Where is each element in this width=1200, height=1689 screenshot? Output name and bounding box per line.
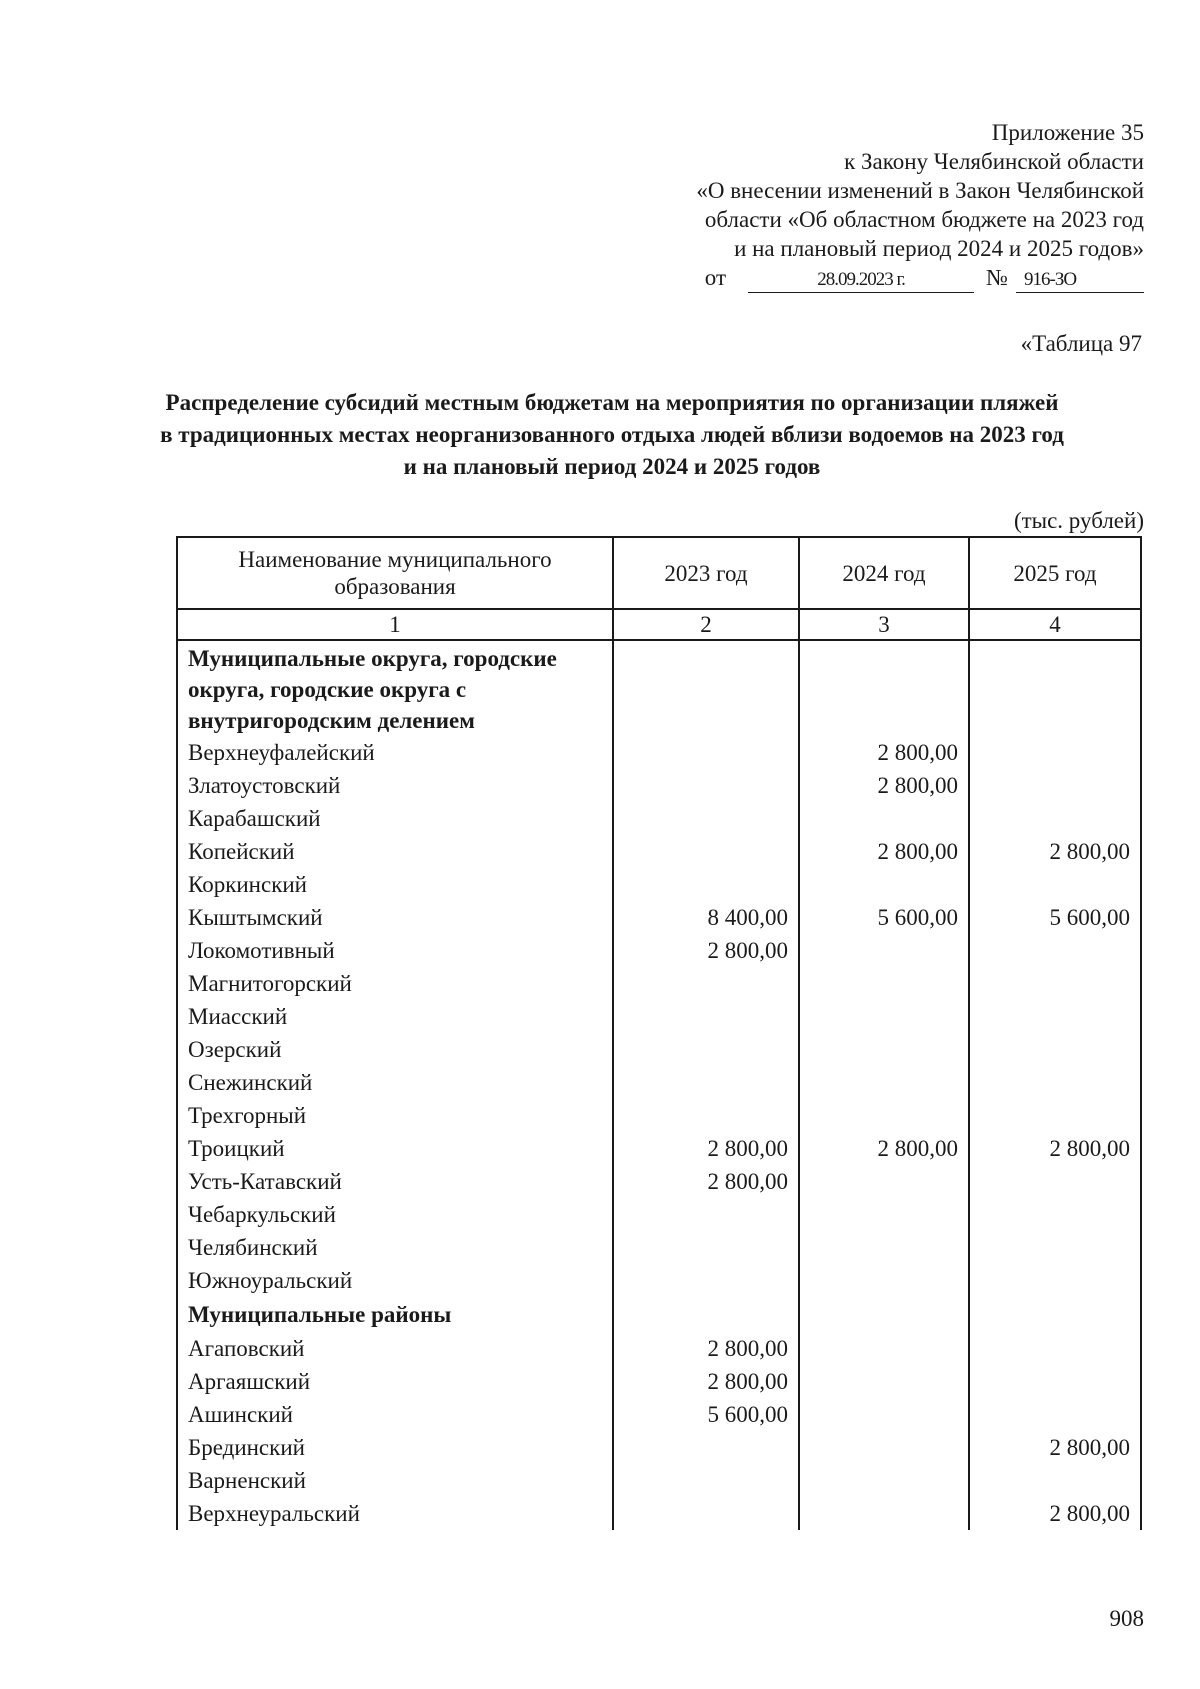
table-header-row	[177, 537, 1141, 609]
value-2025: 2 800,00	[969, 1132, 1141, 1165]
value-2023	[613, 1198, 799, 1231]
table-row	[177, 1264, 1141, 1297]
value-2024	[799, 868, 969, 901]
municipality-name: Златоустовский	[177, 769, 613, 802]
group-title: Муниципальные округа, городские округа, городские округа с внутригородским делением	[177, 640, 613, 736]
municipality-name: Миасский	[177, 1000, 613, 1033]
table-row	[177, 1365, 1141, 1398]
table-row	[177, 1398, 1141, 1431]
value-2024	[799, 967, 969, 1000]
value-2024	[799, 1464, 969, 1497]
value-2025: 2 800,00	[969, 1431, 1141, 1464]
value-2023: 2 800,00	[613, 1132, 799, 1165]
empty-cell	[613, 640, 799, 736]
value-2023	[613, 802, 799, 835]
municipality-name: Брединский	[177, 1431, 613, 1464]
municipality-name: Троицкий	[177, 1132, 613, 1165]
date-prefix: от	[704, 265, 727, 290]
value-2023	[613, 967, 799, 1000]
header-2025: 2025 год	[969, 537, 1141, 609]
table-label: «Таблица 97	[1020, 331, 1142, 356]
value-2024	[799, 1332, 969, 1365]
table-row	[177, 1497, 1141, 1530]
header-municipality: Наименование муниципального образования	[177, 537, 613, 609]
value-2023	[613, 1033, 799, 1066]
value-2025	[969, 1099, 1141, 1132]
municipality-name: Верхнеуральский	[177, 1497, 613, 1530]
value-2024	[799, 1165, 969, 1198]
header-line-amendment: «О внесении изменений в Закон Челябинской	[696, 178, 1144, 203]
value-2023	[613, 1066, 799, 1099]
table-row	[177, 1033, 1141, 1066]
municipality-name: Локомотивный	[177, 934, 613, 967]
value-2024	[799, 1264, 969, 1297]
group-title: Муниципальные районы	[177, 1297, 613, 1332]
table-row	[177, 1132, 1141, 1165]
column-number: 1	[177, 609, 613, 640]
group-row	[177, 640, 1141, 736]
table-row	[177, 1464, 1141, 1497]
value-2025	[969, 769, 1141, 802]
value-2025	[969, 1231, 1141, 1264]
law-number: 916-ЗО	[1016, 268, 1144, 293]
value-2024: 2 800,00	[799, 736, 969, 769]
header-line-period: и на плановый период 2024 и 2025 годов»	[734, 236, 1144, 261]
table-body	[177, 640, 1141, 1530]
header-line-budget: области «Об областном бюджете на 2023 год	[704, 207, 1144, 232]
municipality-name: Челябинский	[177, 1231, 613, 1264]
municipality-name: Снежинский	[177, 1066, 613, 1099]
value-2025: 5 600,00	[969, 901, 1141, 934]
value-2023	[613, 868, 799, 901]
empty-cell	[799, 640, 969, 736]
value-2024	[799, 1497, 969, 1530]
column-number: 4	[969, 609, 1141, 640]
empty-cell	[799, 1297, 969, 1332]
table-row	[177, 934, 1141, 967]
value-2023	[613, 835, 799, 868]
value-2023	[613, 1497, 799, 1530]
value-2023	[613, 1264, 799, 1297]
value-2025	[969, 1033, 1141, 1066]
empty-cell	[969, 1297, 1141, 1332]
subsidy-table	[176, 536, 1142, 1530]
table-row	[177, 1165, 1141, 1198]
municipality-name: Аргаяшский	[177, 1365, 613, 1398]
table-row	[177, 835, 1141, 868]
value-2024	[799, 1033, 969, 1066]
value-2023: 2 800,00	[613, 1365, 799, 1398]
municipality-name: Усть-Катавский	[177, 1165, 613, 1198]
value-2024	[799, 934, 969, 967]
municipality-name: Чебаркульский	[177, 1198, 613, 1231]
municipality-name: Верхнеуфалейский	[177, 736, 613, 769]
municipality-name: Кыштымский	[177, 901, 613, 934]
table-row	[177, 1231, 1141, 1264]
header-2023: 2023 год	[613, 537, 799, 609]
table-row	[177, 868, 1141, 901]
table-row	[177, 1198, 1141, 1231]
value-2023: 2 800,00	[613, 1165, 799, 1198]
value-2024	[799, 1066, 969, 1099]
table-row	[177, 769, 1141, 802]
table-row	[177, 1431, 1141, 1464]
value-2024	[799, 1365, 969, 1398]
municipality-name: Варненский	[177, 1464, 613, 1497]
value-2023: 5 600,00	[613, 1398, 799, 1431]
table-row	[177, 967, 1141, 1000]
law-date-number	[696, 263, 1144, 293]
column-number-row	[177, 609, 1141, 640]
table-row	[177, 1332, 1141, 1365]
units-label: (тыс. рублей)	[1013, 508, 1144, 533]
column-number: 3	[799, 609, 969, 640]
municipality-name: Трехгорный	[177, 1099, 613, 1132]
value-2025	[969, 1066, 1141, 1099]
value-2025: 2 800,00	[969, 835, 1141, 868]
value-2024	[799, 1198, 969, 1231]
group-row	[177, 1297, 1141, 1332]
table-row	[177, 1000, 1141, 1033]
value-2023	[613, 1464, 799, 1497]
municipality-name: Магнитогорский	[177, 967, 613, 1000]
value-2024	[799, 1099, 969, 1132]
municipality-name: Копейский	[177, 835, 613, 868]
value-2023	[613, 736, 799, 769]
value-2023: 8 400,00	[613, 901, 799, 934]
value-2025	[969, 1332, 1141, 1365]
value-2024	[799, 1231, 969, 1264]
value-2023: 2 800,00	[613, 1332, 799, 1365]
document-header	[696, 118, 1144, 293]
empty-cell	[969, 640, 1141, 736]
value-2024	[799, 1398, 969, 1431]
header-2024: 2024 год	[799, 537, 969, 609]
document-title: Распределение субсидий местным бюджетам на мероприятия по организации пляжей в традиционных местах неорганизованного отдыха людей вблизи водоемов на 2023 год и на плановый период 2024 и 2025 годов	[160, 390, 1064, 479]
municipality-name: Ашинский	[177, 1398, 613, 1431]
value-2025	[969, 934, 1141, 967]
law-date: 28.09.2023 г.	[748, 268, 974, 293]
value-2024: 2 800,00	[799, 1132, 969, 1165]
value-2025	[969, 1365, 1141, 1398]
table-row	[177, 736, 1141, 769]
value-2025	[969, 1198, 1141, 1231]
value-2025	[969, 1398, 1141, 1431]
value-2025	[969, 1000, 1141, 1033]
column-number: 2	[613, 609, 799, 640]
value-2025	[969, 1165, 1141, 1198]
value-2024	[799, 802, 969, 835]
table-row	[177, 802, 1141, 835]
value-2024: 5 600,00	[799, 901, 969, 934]
header-line-appendix: Приложение 35	[991, 120, 1144, 145]
value-2025: 2 800,00	[969, 1497, 1141, 1530]
table-row	[177, 901, 1141, 934]
value-2025	[969, 736, 1141, 769]
municipality-name: Агаповский	[177, 1332, 613, 1365]
value-2025	[969, 1264, 1141, 1297]
table-row	[177, 1099, 1141, 1132]
value-2025	[969, 1464, 1141, 1497]
value-2024: 2 800,00	[799, 769, 969, 802]
value-2023: 2 800,00	[613, 934, 799, 967]
value-2023	[613, 1231, 799, 1264]
municipality-name: Коркинский	[177, 868, 613, 901]
value-2023	[613, 1431, 799, 1464]
value-2023	[613, 1099, 799, 1132]
municipality-name: Южноуральский	[177, 1264, 613, 1297]
value-2023	[613, 1000, 799, 1033]
header-line-law: к Закону Челябинской области	[844, 149, 1144, 174]
municipality-name: Карабашский	[177, 802, 613, 835]
value-2024	[799, 1431, 969, 1464]
value-2024: 2 800,00	[799, 835, 969, 868]
value-2025	[969, 967, 1141, 1000]
value-2024	[799, 1000, 969, 1033]
value-2023	[613, 769, 799, 802]
municipality-name: Озерский	[177, 1033, 613, 1066]
page-number: 908	[1109, 1606, 1144, 1631]
value-2025	[969, 868, 1141, 901]
number-prefix: №	[986, 265, 1008, 290]
empty-cell	[613, 1297, 799, 1332]
value-2025	[969, 802, 1141, 835]
table-row	[177, 1066, 1141, 1099]
